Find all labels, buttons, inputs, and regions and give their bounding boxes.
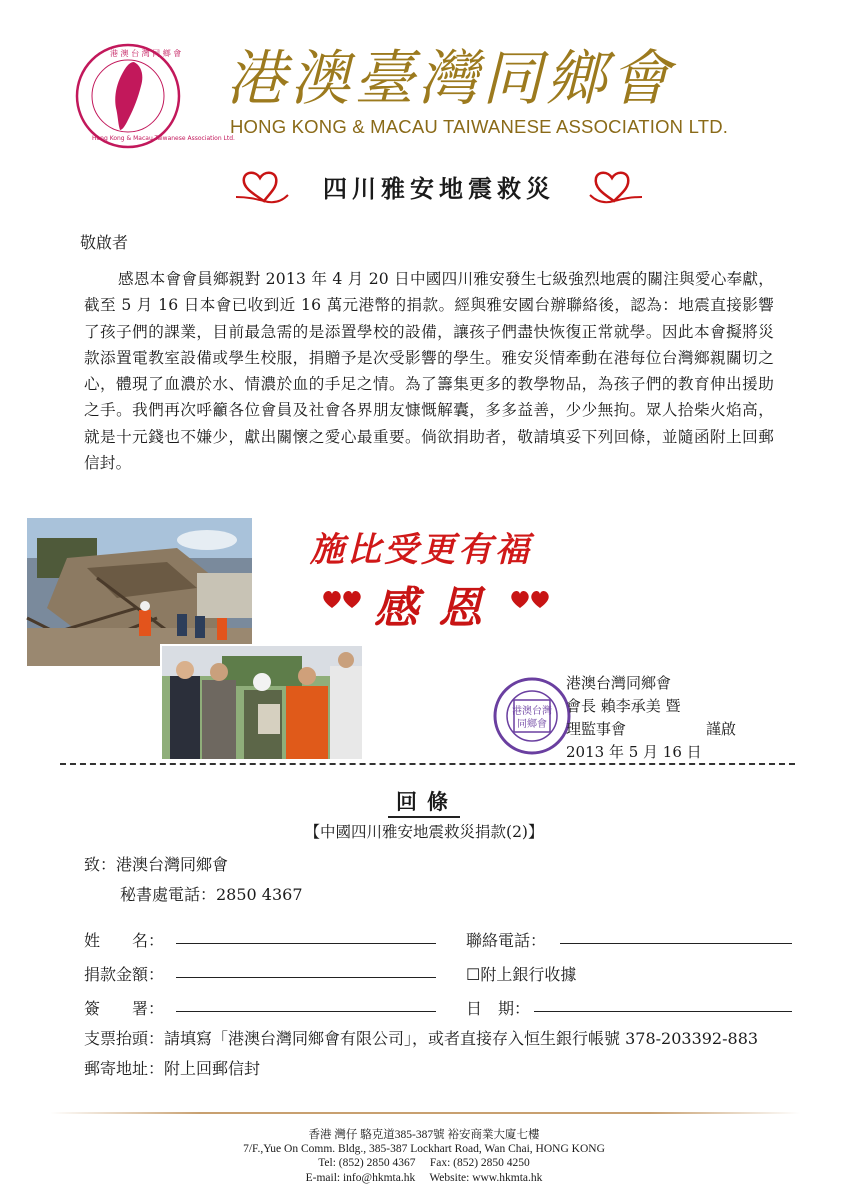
footer-tel-fax: Tel: (852) 2850 4367 Fax: (852) 2850 4250 bbox=[318, 1157, 530, 1170]
heart-icon bbox=[234, 167, 290, 207]
reply-slip-subtitle: 【中國四川雅安地震救災捐款(2)】 bbox=[304, 823, 544, 841]
thanks-text: 感恩 bbox=[374, 583, 502, 634]
recipient: 致：港澳台灣同鄉會 bbox=[84, 855, 229, 874]
hearts-icon bbox=[322, 588, 364, 610]
hearts-icon bbox=[510, 588, 552, 610]
bank-receipt-label: 附上銀行收據 bbox=[480, 965, 577, 984]
signature-field[interactable] bbox=[176, 1010, 436, 1012]
signature-date: 2013 年 5 月 16 日 bbox=[566, 743, 702, 761]
mailing-address: 郵寄地址：附上回郵信封 bbox=[84, 1059, 261, 1078]
association-name-chinese: 港澳臺灣同鄉會 bbox=[226, 44, 674, 114]
signature-org: 港澳台灣同鄉會 bbox=[566, 674, 672, 692]
name-field[interactable] bbox=[176, 942, 436, 944]
footer-email-website: E-mail: info@hkmta.hk Website: www.hkmta.hk bbox=[305, 1171, 543, 1184]
title-banner bbox=[234, 165, 644, 209]
footer-divider bbox=[50, 1112, 800, 1114]
signature-label: 簽 署： bbox=[84, 999, 165, 1018]
checkbox-icon[interactable]: ☐ bbox=[466, 965, 481, 984]
thanks-banner bbox=[322, 572, 552, 632]
footer-address-english: 7/F.,Yue On Comm. Bldg., 385-387 Lockhart Road, Wan Chai, HONG KONG bbox=[243, 1143, 605, 1156]
salutation: 敬啟者 bbox=[80, 233, 129, 252]
cheque-instructions: 支票抬頭：請填寫「港澳台灣同鄉會有限公司」，或者直接存入恒生銀行帳號 378-203392-883 bbox=[84, 1029, 759, 1048]
phone-label: 聯絡電話： bbox=[466, 931, 547, 950]
phone-field[interactable] bbox=[560, 942, 792, 944]
association-seal bbox=[492, 676, 572, 756]
blessing-slogan: 施比受更有福 bbox=[310, 530, 532, 570]
association-logo bbox=[74, 42, 235, 150]
signature-board: 理監事會 bbox=[566, 720, 627, 738]
date-field[interactable] bbox=[534, 1010, 792, 1012]
signature-block bbox=[566, 672, 736, 764]
heart-icon bbox=[588, 167, 644, 207]
signature-closing: 謹啟 bbox=[706, 720, 737, 738]
svg-text:Hong Kong & Macau Taiwanese As: Hong Kong & Macau Taiwanese Association Ltd. bbox=[92, 135, 235, 142]
letter-body: 感恩本會會員鄉親對 2013 年 4 月 20 日中國四川雅安發生七級強烈地震的關注與愛心奉獻，截至 5 月 16 日本會已收到近 16 萬元港幣的捐款。經與雅安國台辦聯絡後，認為：地震直接影響了孩子們的課業，目前最急需的是添置學校的設備，讓孩子們盡快恢復正常就學。因此本會擬將災款添置電教室設備或學生校服，捐贈予是次受影響的學生。雅安災情牽動在港每位台灣鄉親關切之心，體現了血濃於水、情濃於血的手足之情。為了籌集更多的教學物品，為孩子們的教育伸出援助之手。我們再次呼籲各位會員及社會各界朋友慷慨解囊，多多益善，少少無拘。眾人拾柴火焰高，就是十元錢也不嫌少，獻出關懷之愛心最重要。倘欲捐助者，敬請填妥下列回條，並隨函附上回郵信封。 bbox=[84, 270, 774, 473]
svg-text:港澳台灣: 港澳台灣 bbox=[512, 706, 552, 717]
secretariat-phone: 秘書處電話：2850 4367 bbox=[120, 885, 303, 904]
svg-text:港 澳 台 灣 同 鄉 會: 港 澳 台 灣 同 鄉 會 bbox=[110, 49, 182, 58]
bank-receipt-option[interactable] bbox=[466, 962, 576, 985]
footer-address-chinese: 香港 灣仔 駱克道385-387號 裕安商業大廈七樓 bbox=[308, 1129, 540, 1141]
cut-line bbox=[60, 763, 795, 765]
association-name-english: HONG KONG & MACAU TAIWANESE ASSOCIATION LTD. bbox=[230, 116, 729, 137]
amount-label: 捐款金額： bbox=[84, 965, 165, 984]
footer bbox=[0, 1128, 848, 1185]
date-label: 日 期： bbox=[466, 999, 531, 1018]
page-title: 四川雅安地震救災 bbox=[323, 175, 555, 203]
reply-slip-title: 回條 bbox=[0, 786, 848, 816]
svg-text:同鄉會: 同鄉會 bbox=[517, 719, 547, 730]
rescue-scene-photo bbox=[160, 644, 360, 757]
signature-president: 會長 賴李承美 暨 bbox=[566, 697, 681, 715]
name-label: 姓 名： bbox=[84, 931, 165, 950]
amount-field[interactable] bbox=[176, 976, 436, 978]
